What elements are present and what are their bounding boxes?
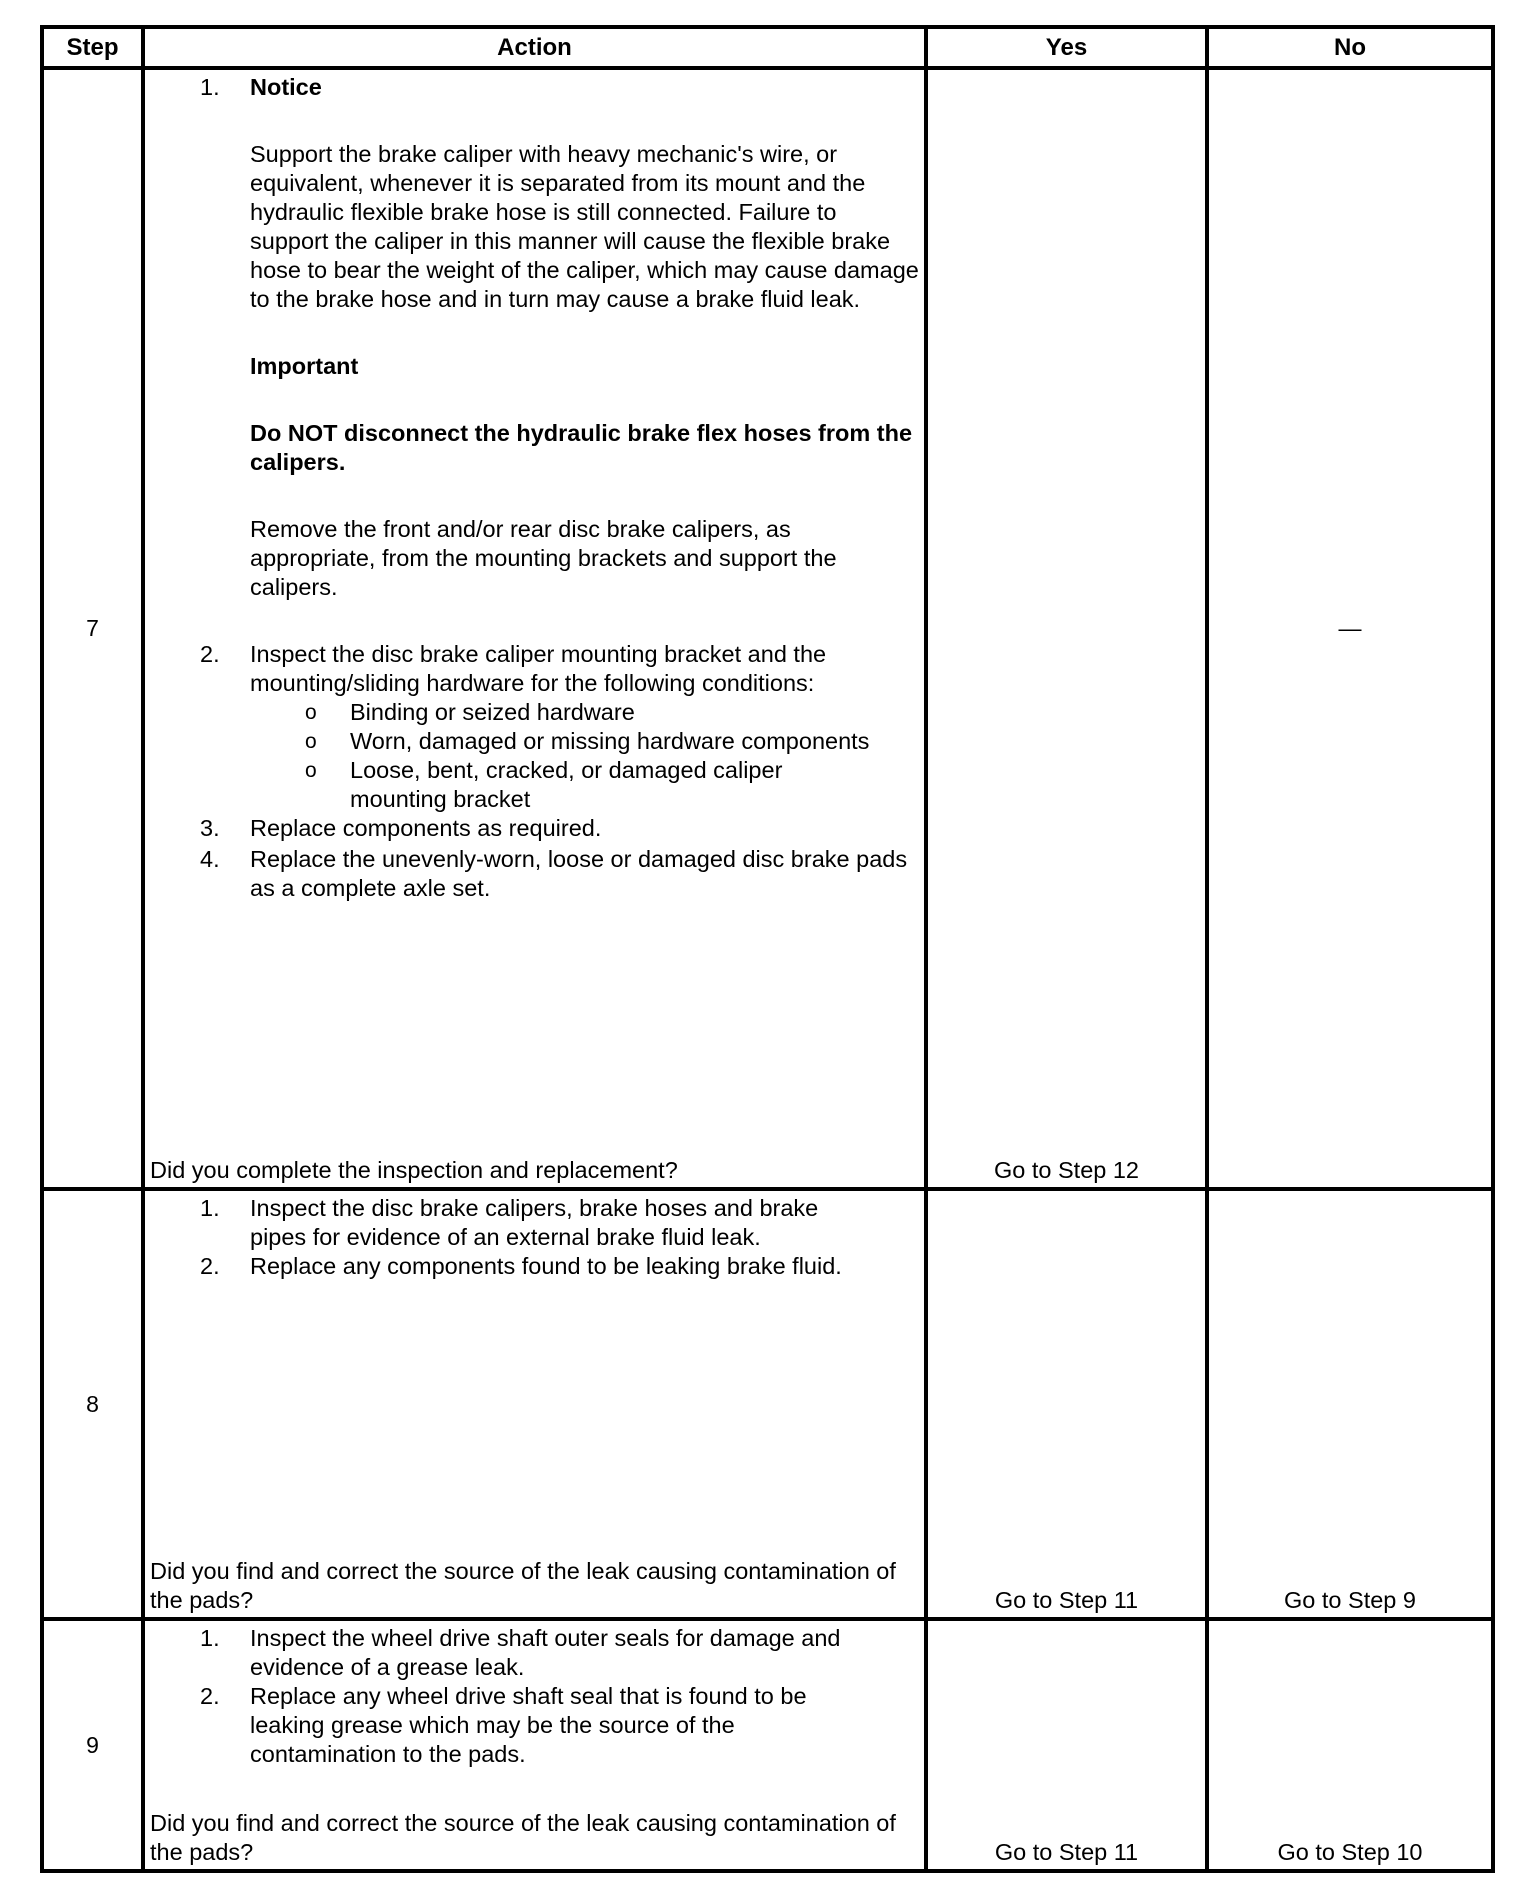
important-text: Do NOT disconnect the hydraulic brake flex hoses from the calipers. xyxy=(250,420,913,475)
item-text: Replace any components found to be leaking brake fluid. xyxy=(250,1253,842,1279)
notice-text: Support the brake caliper with heavy mechanic's wire, or equivalent, whenever it is separated from its mount and the hydraulic flexible brake hose is still connected. Failure to support the caliper in this manner will cause the flexible brake hose to bear the weight of the caliper, which may cause damage to the brake hose and in turn may cause a brake fluid leak. xyxy=(250,141,919,312)
list-item xyxy=(145,814,924,843)
bullet-icon: o xyxy=(305,759,317,782)
item-number: 2. xyxy=(200,1683,220,1709)
no-cell xyxy=(1207,1619,1493,1871)
table-row-step-8 xyxy=(42,1189,1493,1619)
notice-title: Notice xyxy=(250,74,322,100)
bullet-icon: o xyxy=(305,701,317,724)
list-item xyxy=(145,70,924,602)
yes-outcome: Go to Step 12 xyxy=(993,1157,1140,1183)
item-number: 1. xyxy=(200,1625,220,1651)
item-number: 4. xyxy=(200,846,220,872)
header-row xyxy=(42,27,1493,68)
no-outcome: Go to Step 10 xyxy=(1277,1839,1423,1865)
condition-text: Loose, bent, cracked, or damaged caliper mounting bracket xyxy=(350,757,783,812)
item-number: 3. xyxy=(200,815,220,841)
header-yes: Yes xyxy=(926,27,1207,68)
header-step: Step xyxy=(42,27,143,68)
replace-pads-text: Replace the unevenly-worn, loose or damaged disc brake pads as a complete axle set. xyxy=(250,846,908,901)
condition-item xyxy=(145,698,924,727)
item-number: 1. xyxy=(200,74,220,100)
step-number: 9 xyxy=(42,1619,143,1871)
list-item xyxy=(145,1621,924,1682)
list-item xyxy=(145,1191,924,1252)
remove-calipers-text: Remove the front and/or rear disc brake calipers, as appropriate, from the mounting brackets and support the calipers. xyxy=(250,516,837,600)
question-text: Did you complete the inspection and replacement? xyxy=(150,1157,678,1183)
list-item xyxy=(145,845,924,903)
condition-text: Binding or seized hardware xyxy=(350,699,635,725)
replace-components-text: Replace components as required. xyxy=(250,815,602,841)
condition-item xyxy=(145,727,924,756)
action-cell xyxy=(143,1189,926,1619)
item-text: Inspect the disc brake calipers, brake hoses and brake pipes for evidence of an external brake fluid leak. xyxy=(250,1195,819,1250)
yes-outcome: Go to Step 11 xyxy=(994,1839,1139,1865)
yes-outcome: Go to Step 11 xyxy=(994,1587,1139,1613)
no-outcome: Go to Step 9 xyxy=(1284,1587,1416,1613)
inspect-text: Inspect the disc brake caliper mounting bracket and the mounting/sliding hardware for the following conditions: xyxy=(250,641,827,696)
question-text: Did you find and correct the source of the leak causing contamination of the pads? xyxy=(150,1558,896,1613)
item-text: Inspect the wheel drive shaft outer seals for damage and evidence of a grease leak. xyxy=(250,1625,841,1680)
yes-cell xyxy=(926,68,1207,1189)
diagnostic-table xyxy=(40,25,1495,1873)
yes-cell xyxy=(926,1189,1207,1619)
question-text: Did you find and correct the source of the leak causing contamination of the pads? xyxy=(150,1810,896,1865)
no-cell: — xyxy=(1207,68,1493,1189)
diagnostic-table-page xyxy=(40,25,1491,1873)
yes-cell xyxy=(926,1619,1207,1871)
important-title: Important xyxy=(250,353,359,379)
item-number: 2. xyxy=(200,1253,220,1279)
condition-text: Worn, damaged or missing hardware components xyxy=(350,728,870,754)
item-number: 1. xyxy=(200,1195,220,1221)
action-cell xyxy=(143,1619,926,1871)
header-no: No xyxy=(1207,27,1493,68)
condition-item xyxy=(145,756,820,814)
list-item xyxy=(145,1682,924,1769)
item-number: 2. xyxy=(200,641,220,667)
list-item xyxy=(145,1252,924,1281)
bullet-icon: o xyxy=(305,730,317,753)
list-item xyxy=(145,640,924,698)
table-row-step-7 xyxy=(42,68,1493,1189)
no-cell xyxy=(1207,1189,1493,1619)
header-action: Action xyxy=(143,27,926,68)
action-cell xyxy=(143,68,926,1189)
table-row-step-9 xyxy=(42,1619,1493,1871)
item-text: Replace any wheel drive shaft seal that is found to be leaking grease which may be the source of the contamination to the pads. xyxy=(250,1683,807,1767)
step-number: 7 xyxy=(42,68,143,1189)
step-number: 8 xyxy=(42,1189,143,1619)
